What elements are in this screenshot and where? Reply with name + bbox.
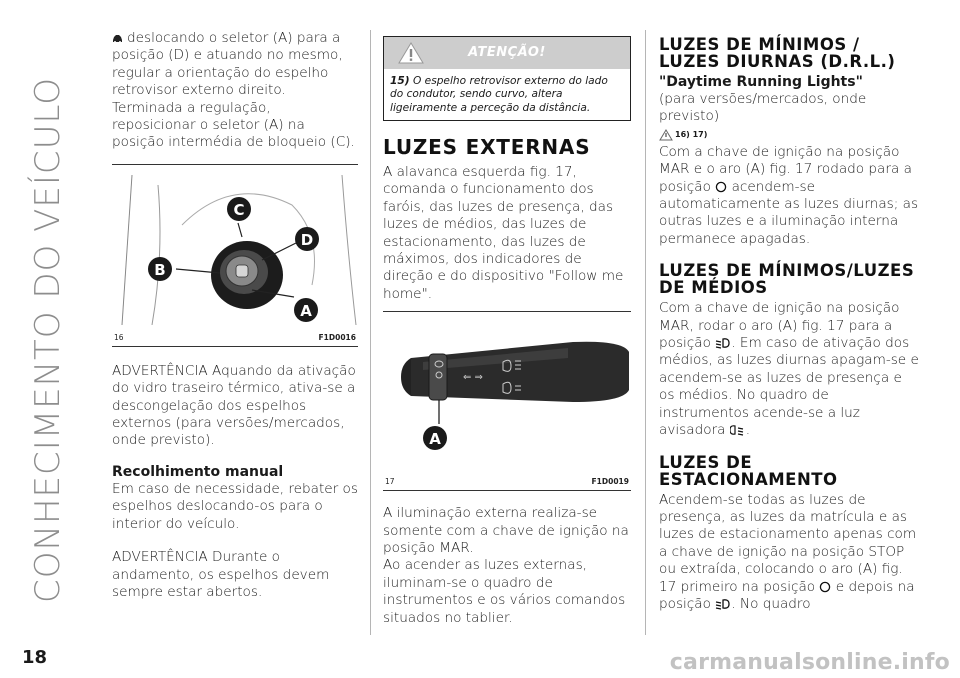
svg-text:B: B (154, 260, 166, 279)
low-beam-icon (715, 598, 731, 610)
paragraph: Acendem-se todas as luzes de presença, as luzes da matrícula e as luzes de estacionamento apenas com a chave de ignição na posição STOP ou extraída, colocando o aro (A) fig. 17 primeiro na posição e depois na posição . No quadro (659, 491, 917, 612)
svg-text:D: D (300, 230, 314, 249)
warning-title: ATENÇÃO! (468, 45, 546, 60)
figure-17 (383, 311, 631, 491)
paragraph: ADVERTÊNCIA Aquando da ativação do vidro traseiro térmico, ativa-se a descongelação dos espelhos externos (para versões/mercados, onde previsto). (112, 362, 356, 449)
warning-references (659, 126, 921, 144)
section-heading-luzes-minimos-diurnas: LUZES DE MÍNIMOS / LUZES DIURNAS (D.R.L.) (659, 35, 896, 71)
column-divider-2 (645, 30, 646, 635)
figure-number: 16 (114, 332, 124, 342)
callout-a (294, 298, 318, 322)
light-stalk-illustration (383, 312, 631, 474)
paragraph: A alavanca esquerda fig. 17, comanda o funcionamento dos faróis, das luzes de presença, das luzes de médios, das luzes de estacionamento, das luzes de máximos, dos indicadores de direção e do dispositivo "Follow me home". (383, 163, 624, 302)
svg-text:A: A (300, 301, 312, 320)
mirror-control-illustration (112, 165, 358, 325)
warning-text: 15) O espelho retrovisor externo do lado do condutor, sendo curvo, altera ligeiramente a perceção da distância. (390, 75, 608, 114)
section-heading-luzes-estacionamento: LUZES DE ESTACIONAMENTO (659, 452, 838, 489)
callout-a (423, 426, 447, 450)
figure-caption (114, 333, 356, 342)
figure-16 (112, 164, 358, 347)
paragraph: Com a chave de ignição na posição MAR, rodar o aro (A) fig. 17 para a posição . Em caso de ativação dos médios, as luzes diurnas apagam-se e acendem-se as luzes de presença e os médios. No quadro de instrumentos acende-se a luz avisadora . (659, 300, 919, 439)
paragraph: Em caso de necessidade, rebater os espelhos deslocando-os para o interior do veículo. (112, 480, 358, 532)
warning-header (384, 37, 630, 69)
figure-code: F1D0019 (591, 477, 629, 487)
paragraph: ADVERTÊNCIA Durante o andamento, os espelhos devem sempre estar abertos. (112, 549, 330, 600)
subheading: Recolhimento manual (112, 463, 284, 480)
column-2 (383, 30, 631, 627)
section-heading-luzes-medios: LUZES DE MÍNIMOS/LUZES DE MÉDIOS (659, 261, 915, 298)
low-beam-icon (715, 337, 731, 349)
position-off-icon (819, 581, 831, 593)
warning-triangle-icon (659, 129, 673, 141)
watermark: carmanualsonline.info (669, 650, 950, 675)
position-off-icon (715, 181, 727, 193)
page-number: 18 (22, 647, 48, 668)
section-heading-luzes-externas: LUZES EXTERNAS (383, 134, 591, 159)
column-1 (112, 30, 358, 601)
paragraph: A iluminação externa realiza-se somente com a chave de ignição na posição MAR. (383, 505, 629, 556)
column-divider-1 (370, 30, 371, 635)
reference-numbers: 16) 17) (675, 130, 708, 140)
warning-number: 15) (390, 75, 410, 87)
paragraph: Ao acender as luzes externas, iluminam-se o quadro de instrumentos e os vários comandos situados no tablier. (383, 557, 626, 626)
low-beam-warning-light-icon (730, 424, 746, 436)
callout-d (295, 227, 319, 251)
figure-caption (385, 477, 629, 486)
warning-box (383, 36, 631, 121)
svg-text:C: C (233, 200, 245, 219)
paragraph: deslocando o seletor (A) para a posição (D) e atuando no mesmo, regular a orientação do espelho retrovisor externo direito. Terminada a regulação, reposicionar o seletor (A) na posição intermédia de bloqueio (C). (112, 30, 355, 151)
svg-text:⇐ ⇒: ⇐ ⇒ (463, 372, 483, 384)
subheading: "Daytime Running Lights" (659, 74, 863, 90)
paragraph: Com a chave de ignição na posição MAR e o aro (A) fig. 17 rodado para a posição acendem-se automaticamente as luzes diurnas; as outras luzes e a iluminação interna permanece apagadas. (659, 143, 919, 247)
car-icon (112, 34, 123, 43)
callout-b (148, 257, 172, 281)
paragraph: (para versões/mercados, onde previsto) (659, 91, 867, 125)
figure-code: F1D0016 (318, 332, 356, 342)
figure-number: 17 (385, 477, 395, 487)
callout-c (227, 197, 251, 221)
column-3 (659, 30, 921, 613)
svg-text:A: A (429, 430, 441, 449)
